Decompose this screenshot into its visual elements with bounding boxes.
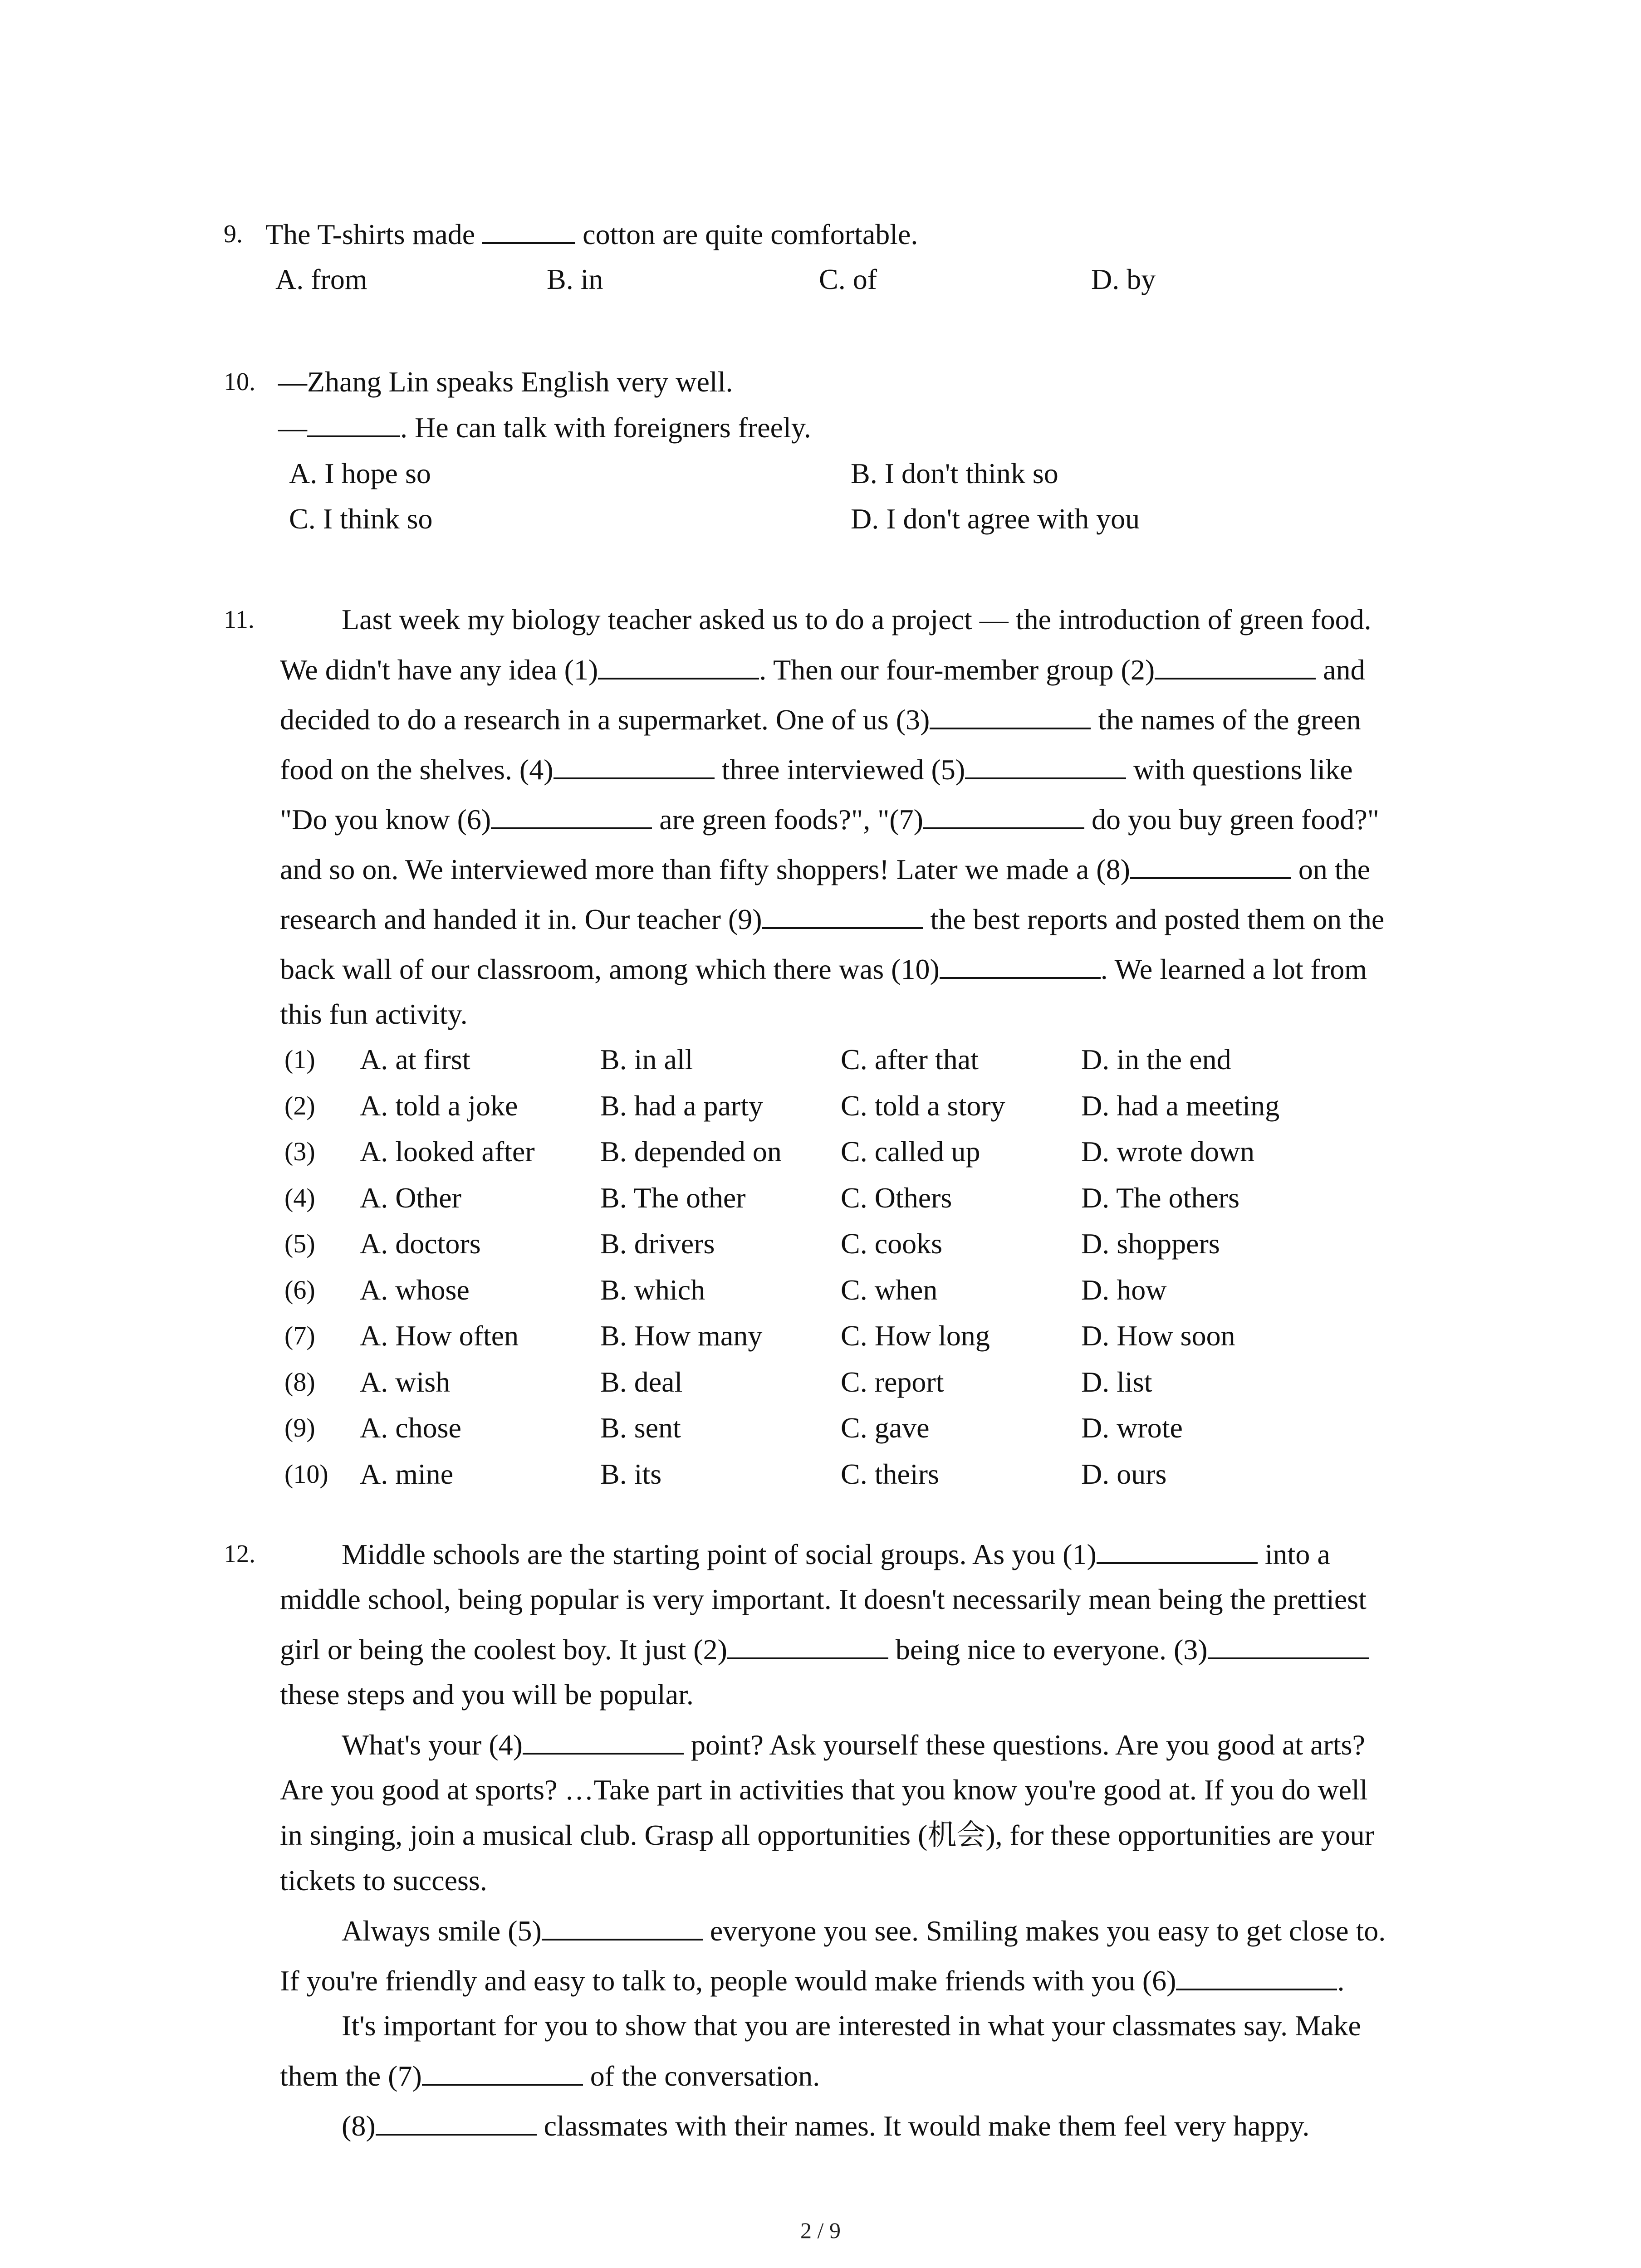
passage-line: in singing, join a musical club. Grasp all opportunities (机会), for these opportunities are your [280,1819,1374,1851]
option-b: B. in all [600,1043,693,1075]
answer-blank [1097,1536,1258,1564]
option-c: C. called up [841,1135,980,1168]
answer-blank [965,751,1126,779]
choice-number: (9) [284,1413,315,1442]
answer-blank [727,1631,888,1659]
question-number: 10. [224,368,255,396]
option-a: A. whose [360,1274,470,1306]
option-b: B. I don't think so [851,457,1058,489]
choice-number: (6) [284,1275,315,1305]
option-a: A. I hope so [289,457,431,489]
answer-blank [940,951,1101,979]
option-b: B. in [547,263,603,295]
passage-line: girl or being the coolest boy. It just (2) being nice to everyone. (3) [280,1631,1369,1668]
passage-line: If you're friendly and easy to talk to, people would make friends with you (6) . [280,1962,1344,1999]
option-d: D. wrote [1081,1412,1183,1444]
passage-line: research and handed it in. Our teacher (9) the best reports and posted them on the [280,901,1384,938]
option-c: C. gave [841,1412,930,1444]
option-a: A. mine [360,1458,454,1490]
passage-line: Are you good at sports? …Take part in activities that you know you're good at. If you do well [280,1774,1368,1806]
choice-number: (4) [284,1183,315,1212]
passage-line: back wall of our classroom, among which there was (10) . We learned a lot from [280,951,1367,987]
choice-number: (8) [284,1367,315,1397]
choice-number: (5) [284,1229,315,1258]
option-b: B. sent [600,1412,681,1444]
option-b: B. its [600,1458,662,1490]
question-number: 11. [224,606,255,634]
passage-line: Last week my biology teacher asked us to do a project — the introduction of green food. [342,603,1372,635]
option-d: D. ours [1081,1458,1167,1490]
answer-blank [762,901,923,929]
option-d: D. shoppers [1081,1227,1220,1260]
passage-line: We didn't have any idea (1) . Then our four-member group (2) and [280,651,1365,688]
question-number: 9. [224,220,243,248]
choice-number: (10) [284,1459,328,1489]
option-a: A. looked after [360,1135,535,1168]
option-c: C. Others [841,1182,952,1214]
option-c: C. told a story [841,1090,1005,1122]
option-d: D. How soon [1081,1320,1235,1352]
answer-blank [923,801,1084,829]
answer-blank [542,1912,703,1941]
dialogue-line: —Zhang Lin speaks English very well. [278,366,733,398]
option-d: D. I don't agree with you [851,503,1140,535]
passage-line: and so on. We interviewed more than fifty shoppers! Later we made a (8) on the [280,851,1370,888]
passage-line: Always smile (5) everyone you see. Smiling makes you easy to get close to. [342,1912,1386,1949]
option-d: D. by [1091,263,1156,295]
option-b: B. How many [600,1320,763,1352]
passage-line: Middle schools are the starting point of social groups. As you (1) into a [342,1536,1330,1573]
option-d: D. The others [1081,1182,1239,1214]
option-a: A. doctors [360,1227,481,1260]
passage-line: these steps and you will be popular. [280,1678,694,1711]
passage-line: decided to do a research in a supermarket. One of us (3) the names of the green [280,701,1361,738]
option-c: C. cooks [841,1227,942,1260]
choice-number: (7) [284,1321,315,1350]
option-d: D. how [1081,1274,1167,1306]
answer-blank [1176,1962,1337,1990]
option-b: B. which [600,1274,705,1306]
passage-line: them the (7) of the conversation. [280,2058,820,2094]
option-a: A. wish [360,1366,451,1398]
answer-blank [482,216,575,244]
choice-number: (2) [284,1091,315,1120]
option-d: D. in the end [1081,1043,1231,1075]
option-a: A. chose [360,1412,461,1444]
option-c: C. How long [841,1320,990,1352]
option-b: B. drivers [600,1227,715,1260]
answer-blank [554,751,715,779]
page-indicator: 2 / 9 [800,2218,841,2243]
answer-blank [1208,1631,1369,1659]
passage-line: tickets to success. [280,1864,487,1897]
option-c: C. after that [841,1043,979,1075]
choice-number: (3) [284,1137,315,1166]
question-number: 12. [224,1540,255,1568]
option-b: B. depended on [600,1135,782,1168]
dialogue-line: — . He can talk with foreigners freely. [278,409,811,446]
option-a: A. Other [360,1182,461,1214]
option-c: C. I think so [289,503,433,535]
option-d: D. had a meeting [1081,1090,1280,1122]
passage-line: food on the shelves. (4) three interviewed (5) with questions like [280,751,1353,788]
passage-line: It's important for you to show that you are interested in what your classmates say. Make [342,2009,1361,2042]
option-a: A. at first [360,1043,470,1075]
passage-line: this fun activity. [280,998,468,1030]
option-a: A. told a joke [360,1090,518,1122]
option-c: C. theirs [841,1458,939,1490]
option-b: B. had a party [600,1090,763,1122]
answer-blank [376,2107,537,2136]
option-c: C. report [841,1366,944,1398]
option-c: C. when [841,1274,938,1306]
option-a: A. How often [360,1320,519,1352]
answer-blank [523,1726,684,1755]
question-stem: The T-shirts made cotton are quite comfortable. [265,216,918,253]
option-b: B. The other [600,1182,746,1214]
answer-blank [1155,651,1316,679]
answer-blank [1130,851,1291,879]
choice-number: (1) [284,1045,315,1074]
passage-line: middle school, being popular is very important. It doesn't necessarily mean being the prettiest [280,1583,1367,1615]
option-b: B. deal [600,1366,683,1398]
passage-line: "Do you know (6) are green foods?", "(7) do you buy green food?" [280,801,1379,838]
option-a: A. from [275,263,367,295]
passage-line: What's your (4) point? Ask yourself these questions. Are you good at arts? [342,1726,1365,1763]
passage-line: (8) classmates with their names. It would make them feel very happy. [342,2107,1309,2144]
answer-blank [491,801,652,829]
option-c: C. of [819,263,877,295]
answer-blank [598,651,759,679]
answer-blank [307,409,400,437]
option-d: D. list [1081,1366,1152,1398]
answer-blank [930,701,1091,729]
option-d: D. wrote down [1081,1135,1255,1168]
answer-blank [422,2058,583,2086]
